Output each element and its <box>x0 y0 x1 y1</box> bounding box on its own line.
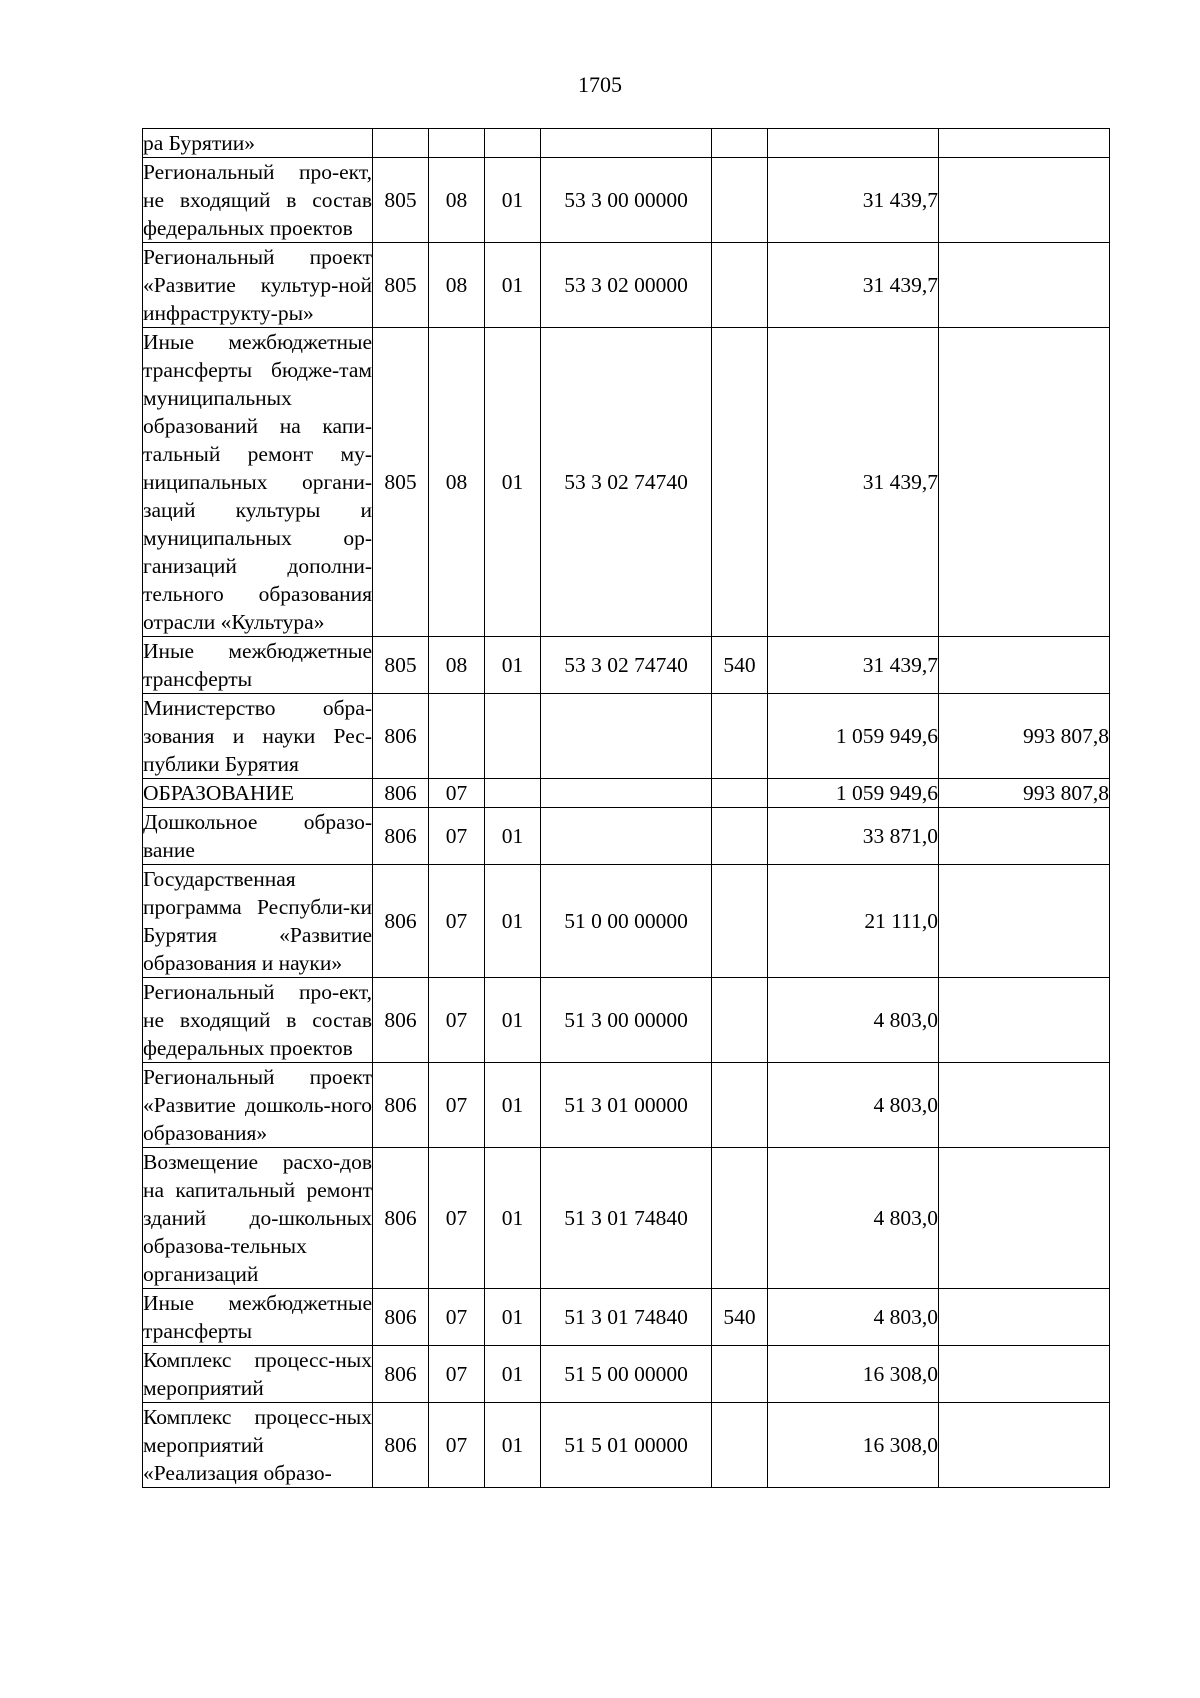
subsection-code-cell: 01 <box>485 1289 541 1346</box>
subsection-code-cell: 01 <box>485 1063 541 1148</box>
amount-1-cell: 16 308,0 <box>768 1346 939 1403</box>
subsection-code-cell: 01 <box>485 808 541 865</box>
amount-2-cell <box>939 1403 1110 1488</box>
target-article-cell: 51 3 01 00000 <box>541 1063 712 1148</box>
section-code-cell: 07 <box>429 808 485 865</box>
amount-2-cell <box>939 129 1110 158</box>
amount-2-cell <box>939 637 1110 694</box>
grbs-code-cell: 805 <box>373 637 429 694</box>
table-row <box>143 637 1110 694</box>
expense-type-cell <box>712 1063 768 1148</box>
amount-1-cell: 4 803,0 <box>768 1289 939 1346</box>
item-name-cell: Региональный про-ект, не входящий в состав федеральных проектов <box>143 978 373 1063</box>
target-article-cell: 53 3 02 00000 <box>541 243 712 328</box>
expense-type-cell <box>712 1403 768 1488</box>
expense-type-cell <box>712 328 768 637</box>
grbs-code-cell: 806 <box>373 978 429 1063</box>
expense-type-cell <box>712 1148 768 1289</box>
grbs-code-cell: 806 <box>373 779 429 808</box>
item-name-cell: Возмещение расхо-дов на капитальный ремонт зданий до-школьных образова-тельных организаций <box>143 1148 373 1289</box>
amount-2-cell: 993 807,8 <box>939 694 1110 779</box>
item-name-cell: Комплекс процесс-ных мероприятий «Реализация образо- <box>143 1403 373 1488</box>
expense-type-cell <box>712 694 768 779</box>
target-article-cell: 51 5 01 00000 <box>541 1403 712 1488</box>
subsection-code-cell: 01 <box>485 243 541 328</box>
amount-2-cell <box>939 158 1110 243</box>
section-code-cell: 07 <box>429 978 485 1063</box>
grbs-code-cell: 806 <box>373 1148 429 1289</box>
amount-2-cell <box>939 1148 1110 1289</box>
target-article-cell: 53 3 02 74740 <box>541 637 712 694</box>
page-number: 1705 <box>578 72 622 97</box>
table-row <box>143 779 1110 808</box>
target-article-cell <box>541 694 712 779</box>
subsection-code-cell: 01 <box>485 1403 541 1488</box>
expense-type-cell <box>712 1346 768 1403</box>
amount-2-cell <box>939 978 1110 1063</box>
target-article-cell: 51 0 00 00000 <box>541 865 712 978</box>
grbs-code-cell: 806 <box>373 1063 429 1148</box>
grbs-code-cell: 805 <box>373 158 429 243</box>
grbs-code-cell: 806 <box>373 808 429 865</box>
expense-type-cell <box>712 779 768 808</box>
grbs-code-cell: 806 <box>373 865 429 978</box>
amount-1-cell: 33 871,0 <box>768 808 939 865</box>
table-row <box>143 865 1110 978</box>
table-row <box>143 328 1110 637</box>
item-name-cell: ОБРАЗОВАНИЕ <box>143 779 373 808</box>
subsection-code-cell: 01 <box>485 1148 541 1289</box>
amount-1-cell: 31 439,7 <box>768 637 939 694</box>
expense-type-cell <box>712 808 768 865</box>
target-article-cell: 53 3 00 00000 <box>541 158 712 243</box>
section-code-cell: 08 <box>429 243 485 328</box>
subsection-code-cell: 01 <box>485 865 541 978</box>
item-name-cell: Дошкольное образо-вание <box>143 808 373 865</box>
subsection-code-cell <box>485 129 541 158</box>
amount-2-cell <box>939 1289 1110 1346</box>
section-code-cell: 08 <box>429 328 485 637</box>
target-article-cell <box>541 779 712 808</box>
expense-type-cell <box>712 129 768 158</box>
table-row <box>143 1063 1110 1148</box>
section-code-cell: 07 <box>429 1148 485 1289</box>
table-row <box>143 129 1110 158</box>
table-body <box>143 129 1110 1488</box>
table-row <box>143 808 1110 865</box>
target-article-cell <box>541 808 712 865</box>
table-row <box>143 978 1110 1063</box>
subsection-code-cell <box>485 779 541 808</box>
amount-1-cell: 4 803,0 <box>768 978 939 1063</box>
item-name-cell: Иные межбюджетные трансферты <box>143 637 373 694</box>
grbs-code-cell: 805 <box>373 328 429 637</box>
amount-1-cell: 31 439,7 <box>768 328 939 637</box>
item-name-cell: Комплекс процесс-ных мероприятий <box>143 1346 373 1403</box>
amount-1-cell: 1 059 949,6 <box>768 779 939 808</box>
table-row <box>143 1289 1110 1346</box>
item-name-cell: Региональный про-ект, не входящий в состав федеральных проектов <box>143 158 373 243</box>
item-name-cell: Иные межбюджетные трансферты бюдже-там муниципальных образований на капи-тальный ремонт му-ниципальных органи-заций культуры и муниципальных ор-ганизаций дополни-тельного образования отрасли «Культура» <box>143 328 373 637</box>
target-article-cell: 51 3 00 00000 <box>541 978 712 1063</box>
target-article-cell: 53 3 02 74740 <box>541 328 712 637</box>
table-row <box>143 1346 1110 1403</box>
section-code-cell: 07 <box>429 865 485 978</box>
amount-1-cell: 16 308,0 <box>768 1403 939 1488</box>
section-code-cell: 07 <box>429 1289 485 1346</box>
amount-2-cell <box>939 1346 1110 1403</box>
item-name-cell: Иные межбюджетные трансферты <box>143 1289 373 1346</box>
table-row <box>143 1148 1110 1289</box>
grbs-code-cell: 806 <box>373 694 429 779</box>
grbs-code-cell <box>373 129 429 158</box>
amount-2-cell <box>939 328 1110 637</box>
amount-1-cell: 4 803,0 <box>768 1148 939 1289</box>
expense-type-cell <box>712 243 768 328</box>
expense-type-cell <box>712 865 768 978</box>
table-row <box>143 1403 1110 1488</box>
target-article-cell: 51 5 00 00000 <box>541 1346 712 1403</box>
target-article-cell: 51 3 01 74840 <box>541 1148 712 1289</box>
section-code-cell <box>429 129 485 158</box>
subsection-code-cell: 01 <box>485 978 541 1063</box>
amount-1-cell: 4 803,0 <box>768 1063 939 1148</box>
amount-1-cell: 31 439,7 <box>768 158 939 243</box>
grbs-code-cell: 806 <box>373 1403 429 1488</box>
expense-type-cell <box>712 158 768 243</box>
section-code-cell: 08 <box>429 158 485 243</box>
subsection-code-cell <box>485 694 541 779</box>
amount-2-cell <box>939 1063 1110 1148</box>
expense-type-cell <box>712 978 768 1063</box>
grbs-code-cell: 806 <box>373 1346 429 1403</box>
section-code-cell <box>429 694 485 779</box>
amount-2-cell: 993 807,8 <box>939 779 1110 808</box>
amount-2-cell <box>939 865 1110 978</box>
subsection-code-cell: 01 <box>485 1346 541 1403</box>
table-row <box>143 158 1110 243</box>
grbs-code-cell: 806 <box>373 1289 429 1346</box>
item-name-cell: Региональный проект «Развитие дошколь-ного образования» <box>143 1063 373 1148</box>
amount-1-cell: 21 111,0 <box>768 865 939 978</box>
section-code-cell: 08 <box>429 637 485 694</box>
subsection-code-cell: 01 <box>485 328 541 637</box>
item-name-cell: ра Бурятии» <box>143 129 373 158</box>
section-code-cell: 07 <box>429 1063 485 1148</box>
subsection-code-cell: 01 <box>485 158 541 243</box>
table-row <box>143 243 1110 328</box>
target-article-cell <box>541 129 712 158</box>
amount-1-cell: 31 439,7 <box>768 243 939 328</box>
expense-type-cell: 540 <box>712 637 768 694</box>
subsection-code-cell: 01 <box>485 637 541 694</box>
item-name-cell: Государственная программа Республи-ки Бурятия «Развитие образования и науки» <box>143 865 373 978</box>
amount-2-cell <box>939 808 1110 865</box>
expense-type-cell: 540 <box>712 1289 768 1346</box>
item-name-cell: Региональный проект «Развитие культур-ной инфраструкту-ры» <box>143 243 373 328</box>
amount-2-cell <box>939 243 1110 328</box>
grbs-code-cell: 805 <box>373 243 429 328</box>
table-row <box>143 694 1110 779</box>
amount-1-cell <box>768 129 939 158</box>
budget-table <box>142 128 1110 1488</box>
section-code-cell: 07 <box>429 1403 485 1488</box>
item-name-cell: Министерство обра-зования и науки Рес-публики Бурятия <box>143 694 373 779</box>
section-code-cell: 07 <box>429 779 485 808</box>
section-code-cell: 07 <box>429 1346 485 1403</box>
target-article-cell: 51 3 01 74840 <box>541 1289 712 1346</box>
amount-1-cell: 1 059 949,6 <box>768 694 939 779</box>
